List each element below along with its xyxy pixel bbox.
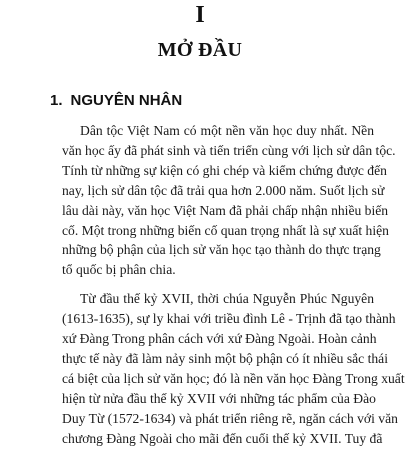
paragraph-2-line: (1613-1635), sự ly khai với triều đình Lê - Trịnh đã tạo thành: [62, 311, 396, 327]
paragraph-1-line: những bộ phận của lịch sử văn học tạo thành do thực trạng: [62, 242, 381, 258]
paragraph-1-line: nay, lịch sử dân tộc đã trải qua hơn 2.000 năm. Suốt lịch sử: [62, 182, 385, 198]
section-number: 1.: [50, 92, 63, 109]
paragraph-1-line: văn học ấy đã phát sinh và tiến triển cùng với lịch sử dân tộc.: [62, 142, 396, 158]
paragraph-2-line: cá biệt của lịch sử văn học; đó là nền văn học Đàng Trong xuất: [62, 370, 405, 386]
paragraph-2-line: Từ đầu thế kỷ XVII, thời chúa Nguyễn Phúc Nguyên: [80, 291, 374, 307]
paragraph-1-line: lâu dài này, văn học Việt Nam đã phải chấp nhận nhiều biến: [62, 202, 389, 218]
section-heading: [50, 92, 182, 110]
paragraph-1-line: cố. Một trong những biến cố quan trọng nhất là sự xuất hiện: [62, 222, 389, 238]
section-title: NGUYÊN NHÂN: [70, 92, 183, 109]
paragraph-2-line: thực tế này đã làm nảy sinh một bộ phận có ít nhiều sắc thái: [62, 350, 388, 366]
chapter-title: MỞ ĐẦU: [157, 39, 243, 61]
paragraph-1-line: Dân tộc Việt Nam có một nền văn học duy nhất. Nền: [80, 123, 374, 138]
paragraph-1-line: Tính từ những sự kiện có ghi chép và kiểm chứng được đến: [62, 162, 387, 178]
paragraph-spacer: [62, 280, 374, 289]
paragraph-2-line: hiện từ nửa đầu thế kỷ XVII với những tác phẩm của Đào: [62, 390, 376, 406]
chapter-number: I: [195, 2, 205, 28]
paragraph-2-line: chương Đàng Ngoài cho mãi đến cuối thế kỷ XVII. Tuy đã: [62, 430, 383, 446]
body-text: [62, 121, 405, 449]
paragraph-2-line: Duy Từ (1572-1634) và phát triển riêng rẽ, ngăn cách với văn: [62, 410, 398, 426]
paragraph-1-line: tổ quốc bị phân chia.: [62, 262, 176, 278]
paragraph-2-line: xứ Đàng Trong phân cách với xứ Đàng Ngoài. Hoàn cảnh: [62, 331, 377, 347]
